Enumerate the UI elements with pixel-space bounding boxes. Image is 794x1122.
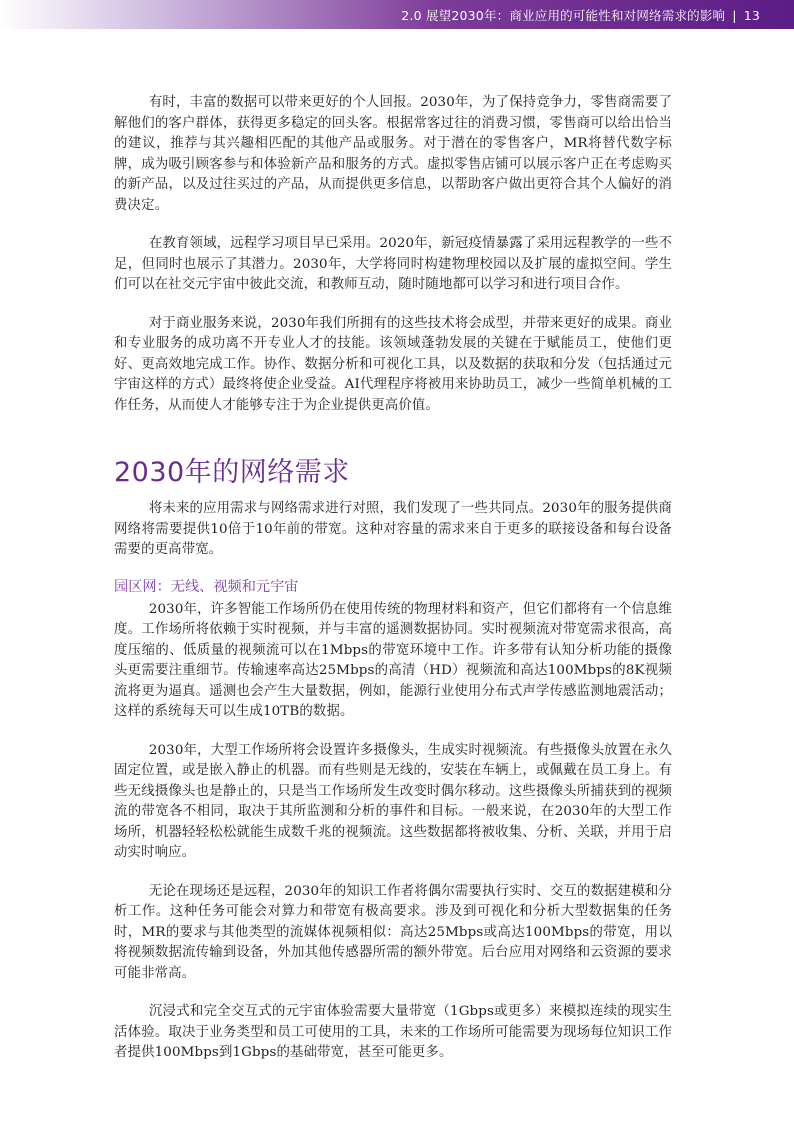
subsection-heading: 园区网：无线、视频和元宇宙 bbox=[114, 578, 299, 595]
paragraph-video-telemetry: 2030年，许多智能工作场所仍在使用传统的物理材料和资产，但它们都将有一个信息维度。工作场所将依赖于实时视频，并与丰富的遥测数据协同。实时视频流对带宽需求很高，高度压缩的、低质量的视频流可以在1Mbps的带宽环境中工作。许多带有认知分析功能的摄像头更需要注重细节。传输速率高达25Mbps的高清（HD）视频流和高达100Mbps的8K视频流将更为逼真。遥测也会产生大量数据，例如，能源行业使用分布式声学传感监测地震活动；这样的系统每天可以生成10TB的数据。 bbox=[114, 601, 672, 719]
paragraph-knowledge-workers: 无论在现场还是远程，2030年的知识工作者将偶尔需要执行实时、交互的数据建模和分析工作。这种任务可能会对算力和带宽有极高要求。涉及到可视化和分析大型数据集的任务时，MR的要求与其他类型的流媒体视频相似：高达25Mbps或高达100Mbps的带宽，用以将视频数据流传输到设备，外加其他传感器所需的额外带宽。后台应用对网络和云资源的要求可能非常高。 bbox=[114, 883, 672, 981]
paragraph-metaverse: 沉浸式和完全交互式的元宇宙体验需要大量带宽（1Gbps或更多）来模拟连续的现实生活体验。取决于业务类型和员工可使用的工具，未来的工作场所可能需要为现场每位知识工作者提供100Mbps到1Gbps的基础带宽，甚至可能更多。 bbox=[114, 1004, 672, 1060]
paragraph-business-services: 对于商业服务来说，2030年我们所拥有的这些技术将会成型，并带来更好的成果。商业和专业服务的成功离不开专业人才的技能。该领域蓬勃发展的关键在于赋能员工，使他们更好、更高效地完成工作。协作、数据分析和可视化工具，以及数据的获取和分发（包括通过元宇宙这样的方式）最终将使企业受益。AI代理程序将被用来协助员工，减少一些简单机械的工作任务，从而使人才能够专注于为企业提供更高价值。 bbox=[114, 315, 672, 413]
page-content bbox=[114, 93, 672, 1064]
paragraph-education: 在教育领域，远程学习项目早已采用。2020年，新冠疫情暴露了采用远程教学的一些不足，但同时也展示了其潜力。2030年，大学将同时构建物理校园以及扩展的虚拟空间。学生们可以在社交元宇宙中彼此交流，和教师互动，随时随地都可以学习和进行项目合作。 bbox=[114, 236, 672, 292]
running-header-title: 2.0 展望2030年：商业应用的可能性和对网络需求的影响 bbox=[401, 8, 726, 23]
running-header bbox=[401, 6, 760, 24]
page-number: 13 bbox=[743, 8, 760, 23]
paragraph-retail: 有时，丰富的数据可以带来更好的个人回报。2030年，为了保持竞争力，零售商需要了解他们的客户群体，获得更多稳定的回头客。根据常客过往的消费习惯，零售商可以给出恰当的建议，推荐与其兴趣相匹配的其他产品或服务。对于潜在的零售客户，MR将替代数字标牌，成为吸引顾客参与和体验新产品和服务的方式。虚拟零售店铺可以展示客户正在考虑购买的新产品，以及过往买过的产品，从而提供更多信息，以帮助客户做出更符合其个人偏好的消费决定。 bbox=[114, 95, 672, 213]
header-bar bbox=[0, 0, 794, 29]
header-separator: | bbox=[732, 8, 737, 23]
paragraph-cameras: 2030年，大型工作场所将会设置许多摄像头，生成实时视频流。有些摄像头放置在永久固定位置，或是嵌入静止的机器。而有些则是无线的，安装在车辆上，或佩戴在员工身上。有些无线摄像头也是静止的，只是当工作场所发生改变时偶尔移动。这些摄像头所捕获到的视频流的带宽各不相同，取决于其所监测和分析的事件和目标。一般来说，在2030年的大型工作场所，机器轻轻松松就能生成数千兆的视频流。这些数据都将被收集、分析、关联，并用于启动实时响应。 bbox=[114, 742, 672, 860]
section-heading: 2030年的网络需求 bbox=[114, 457, 350, 488]
section-intro-paragraph: 将未来的应用需求与网络需求进行对照，我们发现了一些共同点。2030年的服务提供商网络将需要提供10倍于10年前的带宽。这种对容量的需求来自于更多的联接设备和每台设备需要的更高带宽。 bbox=[114, 501, 672, 557]
